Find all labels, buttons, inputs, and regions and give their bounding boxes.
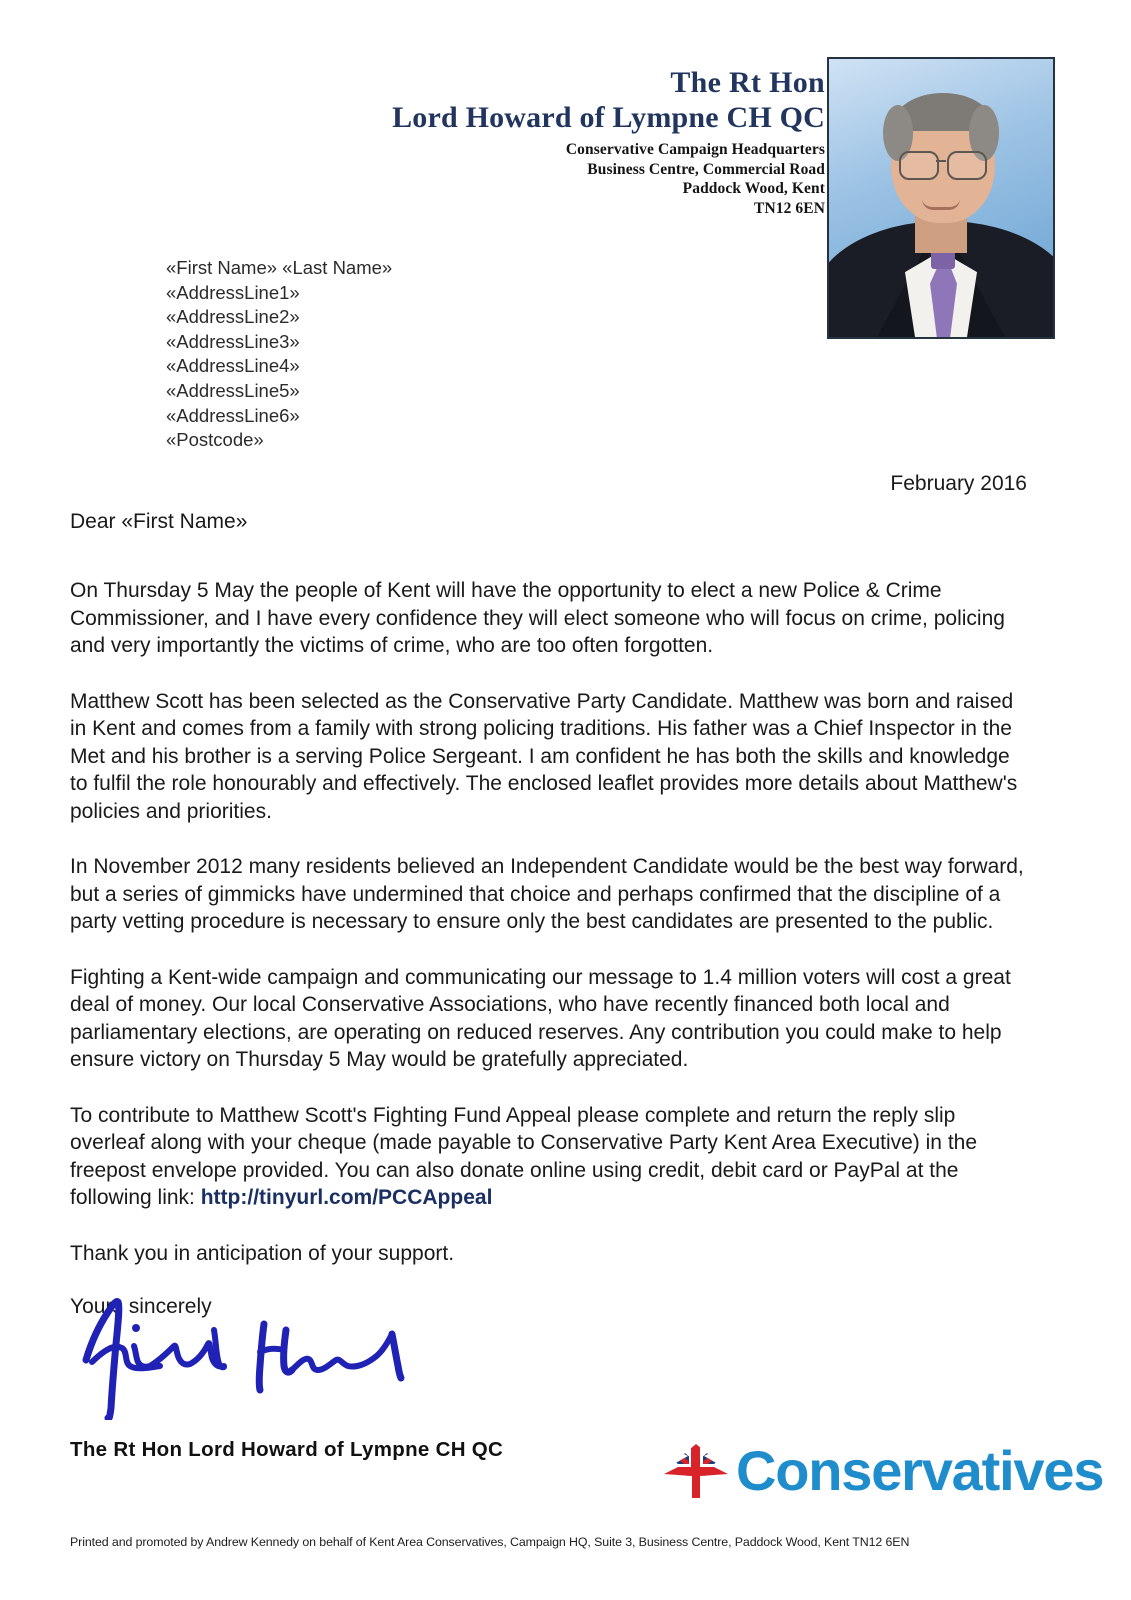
merge-field-address-4: «AddressLine4»: [166, 355, 300, 377]
letterhead-address: [300, 140, 825, 218]
photo-glasses-bridge: [936, 160, 946, 162]
paragraph-3: In November 2012 many residents believed an Independent Candidate would be the best way forward, but a series of gimmicks have undermined that choice and perhaps confirmed that the discipline of a party vetting procedure is necessary to ensure only the best candidates are presented to the public.: [70, 855, 1024, 933]
letterhead-org-line3: Paddock Wood, Kent: [682, 180, 825, 197]
paragraph-2: Matthew Scott has been selected as the Conservative Party Candidate. Matthew was born and raised in Kent and comes from a family with strong policing traditions. His father was a Chief Inspector in the Met and his brother is a serving Police Sergeant. I am confident he has both the skills and knowledge to fulfil the role honourably and effectively. The enclosed leaflet provides more details about Matthew's policies and priorities.: [70, 689, 1018, 823]
portrait-photo: [827, 57, 1055, 339]
paragraph-5-text: To contribute to Matthew Scott's Fighting Fund Appeal please complete and return the reply slip overleaf along with your cheque (made payable to Conservative Party Kent Area Executive) in the freepost envelope provided. You can also donate online using credit, debit card or PayPal at the following link:: [70, 1103, 978, 1209]
letterhead-org-line2: Business Centre, Commercial Road: [587, 160, 825, 178]
donate-link[interactable]: http://tinyurl.com/PCCAppeal: [200, 1186, 493, 1209]
merge-field-address-3: «AddressLine3»: [166, 330, 300, 352]
salutation: Dear «First Name»: [70, 510, 248, 533]
letterhead-title-line1: The Rt Hon: [670, 66, 825, 99]
letter-body: [70, 508, 1032, 1320]
merge-field-address-2: «AddressLine2»: [166, 306, 300, 328]
handwritten-signature: [78, 1290, 438, 1420]
photo-glasses-right-lens: [947, 151, 987, 180]
thanks-line: Thank you in anticipation of your support.: [70, 1241, 455, 1265]
recipient-address-block: [166, 256, 392, 453]
merge-field-name: «First Name» «Last Name»: [166, 257, 393, 278]
paragraph-5: [70, 1102, 1032, 1212]
closing-line: Yours sincerely: [70, 1294, 212, 1318]
letter-date: February 2016: [890, 472, 1027, 495]
merge-field-postcode: «Postcode»: [166, 429, 264, 451]
letterhead-title-line2: Lord Howard of Lympne CH QC: [392, 101, 825, 134]
merge-field-address-1: «AddressLine1»: [166, 281, 300, 303]
conservatives-logo: [660, 1431, 1104, 1511]
letterhead-org-line4: TN12 6EN: [754, 199, 825, 217]
letterhead: [300, 66, 825, 218]
signature-name: The Rt Hon Lord Howard of Lympne CH QC: [70, 1438, 504, 1461]
merge-field-address-5: «AddressLine5»: [166, 379, 300, 401]
imprint-footer: Printed and promoted by Andrew Kennedy on behalf of Kent Area Conservatives, Campaign HQ, Suite 3, Business Centre, Paddock Wood, Kent TN12 6EN: [70, 1535, 910, 1549]
photo-mouth: [922, 199, 960, 210]
photo-glasses-left-lens: [899, 151, 939, 180]
paragraph-4: Fighting a Kent-wide campaign and communicating our message to 1.4 million voters will cost a great deal of money. Our local Conservative Associations, who have recently financed both local and parliamentary elections, are operating on reduced reserves. Any contribution you could make to help ensure victory on Thursday 5 May would be gratefully appreciated.: [70, 965, 1011, 1071]
union-jack-tree-icon: [660, 1440, 732, 1502]
letterhead-org-line1: Conservative Campaign Headquarters: [565, 141, 825, 158]
paragraph-1: On Thursday 5 May the people of Kent will have the opportunity to elect a new Police & Crime Commissioner, and I have every confidence they will elect someone who will focus on crime, policing and very importantly the victims of crime, who are too often forgotten.: [70, 579, 1005, 657]
photo-tie-knot: [931, 251, 955, 269]
merge-field-address-6: «AddressLine6»: [166, 404, 300, 426]
logo-wordmark: Conservatives: [736, 1439, 1104, 1502]
